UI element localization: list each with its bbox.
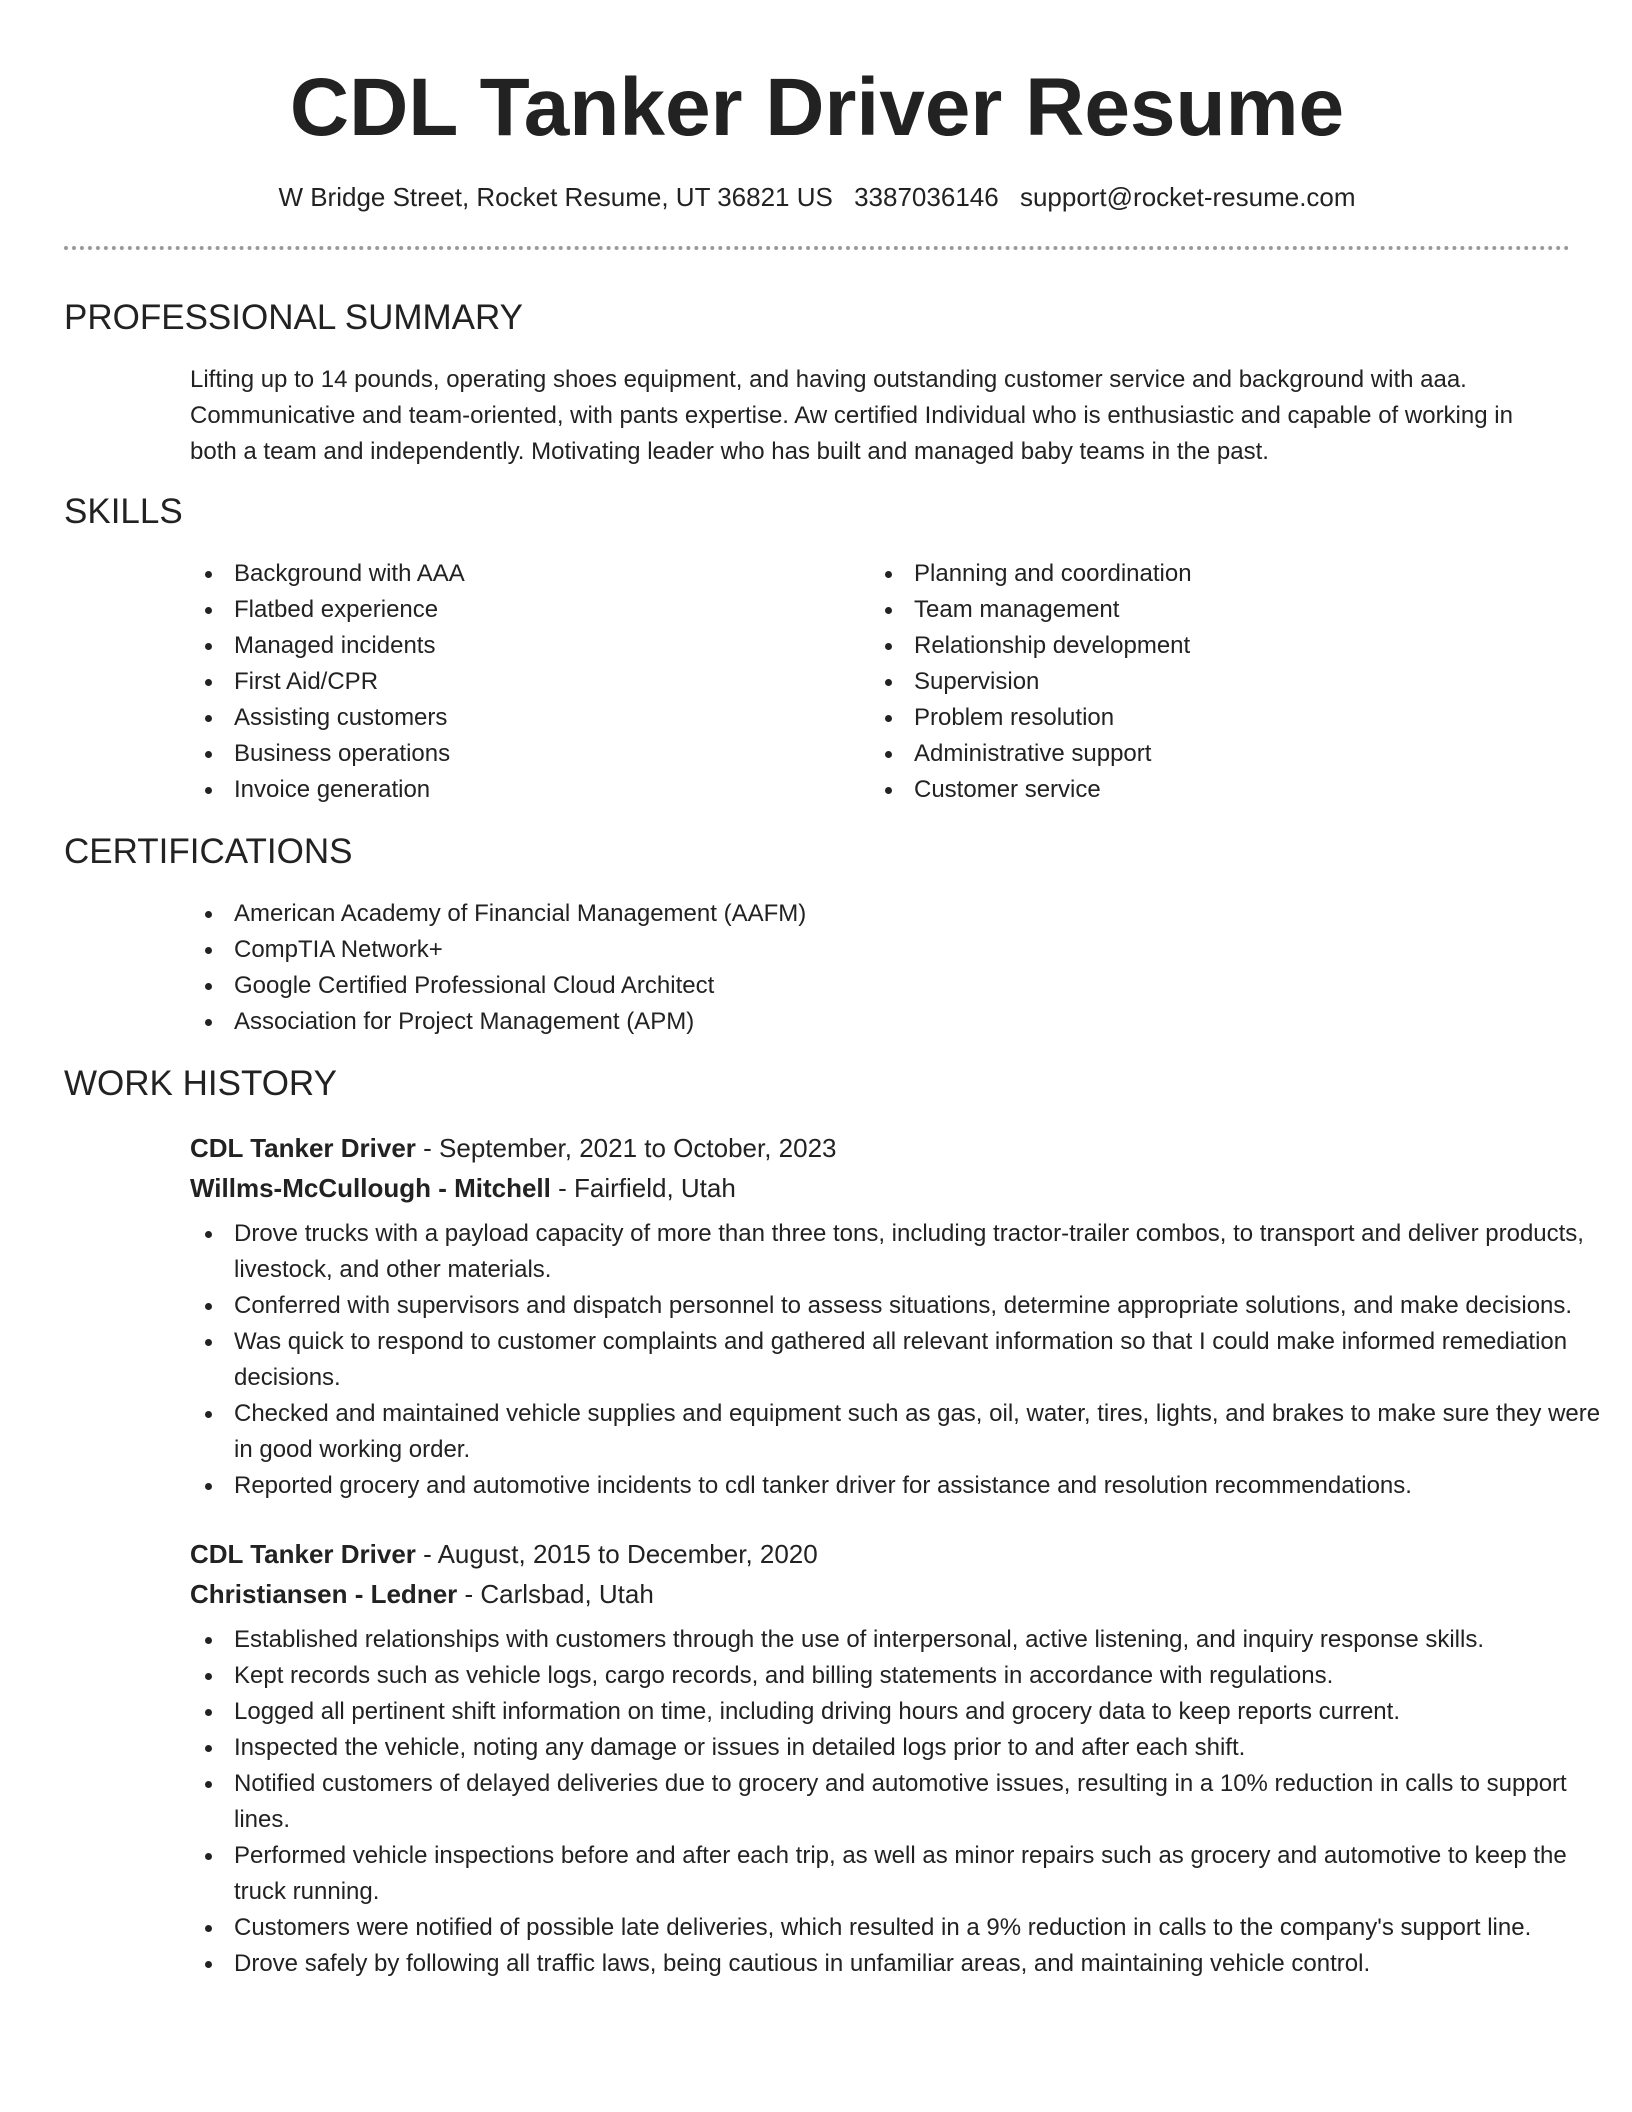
job-duty-item: Drove safely by following all traffic laws, being cautious in unfamiliar areas, and maintaining vehicle control. <box>190 1946 1620 1982</box>
certification-item: American Academy of Financial Management (AAFM) <box>190 896 1570 932</box>
job-dates: - August, 2015 to December, 2020 <box>415 1539 818 1569</box>
job-duty-item: Reported grocery and automotive incidents to cdl tanker driver for assistance and resolution recommendations. <box>190 1468 1620 1504</box>
skill-item: Problem resolution <box>870 700 1550 736</box>
job-duties-list <box>64 1622 1620 1982</box>
job-duty-item: Logged all pertinent shift information on time, including driving hours and grocery data to keep reports current. <box>190 1694 1620 1730</box>
section-heading-skills: SKILLS <box>64 492 183 531</box>
resume-title: CDL Tanker Driver Resume <box>289 62 1345 153</box>
skills-column-right <box>870 556 1550 808</box>
skill-item: First Aid/CPR <box>190 664 870 700</box>
skill-item: Team management <box>870 592 1550 628</box>
job-duty-item: Established relationships with customers through the use of interpersonal, active listening, and inquiry response skills. <box>190 1622 1620 1658</box>
section-heading-work-history: WORK HISTORY <box>64 1064 337 1103</box>
job-company-line <box>190 1168 1570 1208</box>
job-title: CDL Tanker Driver <box>190 1133 416 1163</box>
job-entry <box>190 1534 1570 1982</box>
skill-item: Relationship development <box>870 628 1550 664</box>
job-title-line <box>190 1128 1570 1168</box>
contact-phone: 3387036146 <box>854 182 999 212</box>
certification-item: Google Certified Professional Cloud Architect <box>190 968 1570 1004</box>
job-location: - Fairfield, Utah <box>550 1173 736 1203</box>
header-divider <box>64 246 1570 250</box>
job-duty-item: Customers were notified of possible late deliveries, which resulted in a 9% reduction in calls to the company's support line. <box>190 1910 1620 1946</box>
summary-text: Lifting up to 14 pounds, operating shoes equipment, and having outstanding customer service and background with aaa. Communicative and team-oriented, with pants expertise. Aw certified Individual who is enthusiastic and capable of working in both a team and independently. Motivating leader who has built and managed baby teams in the past. <box>190 366 1513 465</box>
job-title-line <box>190 1534 1570 1574</box>
job-company: Christiansen - Ledner <box>190 1579 458 1609</box>
job-title: CDL Tanker Driver <box>190 1539 416 1569</box>
skill-item: Invoice generation <box>190 772 870 808</box>
job-duties-list <box>64 1216 1620 1504</box>
job-duty-item: Was quick to respond to customer complaints and gathered all relevant information so that I could make informed remediation decisions. <box>190 1324 1620 1396</box>
skill-item: Assisting customers <box>190 700 870 736</box>
job-company: Willms-McCullough - Mitchell <box>190 1173 551 1203</box>
certifications-list <box>190 896 1570 1040</box>
job-company-line <box>190 1574 1570 1614</box>
skill-item: Business operations <box>190 736 870 772</box>
job-duty-item: Performed vehicle inspections before and after each trip, as well as minor repairs such as grocery and automotive to keep the truck running. <box>190 1838 1620 1910</box>
certification-item: Association for Project Management (APM) <box>190 1004 1570 1040</box>
resume-page <box>64 0 1601 1982</box>
skill-item: Customer service <box>870 772 1550 808</box>
skills-column-left <box>190 556 870 808</box>
job-entry <box>190 1128 1601 1504</box>
skill-item: Planning and coordination <box>870 556 1550 592</box>
job-dates: - September, 2021 to October, 2023 <box>415 1133 837 1163</box>
job-duty-item: Kept records such as vehicle logs, cargo records, and billing statements in accordance with regulations. <box>190 1658 1620 1694</box>
section-heading-summary: PROFESSIONAL SUMMARY <box>64 298 523 337</box>
skill-item: Background with AAA <box>190 556 870 592</box>
job-duty-item: Drove trucks with a payload capacity of more than three tons, including tractor-trailer combos, to transport and deliver products, livestock, and other materials. <box>190 1216 1620 1288</box>
skill-item: Administrative support <box>870 736 1550 772</box>
contact-address: W Bridge Street, Rocket Resume, UT 36821 US <box>278 182 833 212</box>
job-duty-item: Inspected the vehicle, noting any damage or issues in detailed logs prior to and after each shift. <box>190 1730 1620 1766</box>
job-location: - Carlsbad, Utah <box>457 1579 654 1609</box>
certification-item: CompTIA Network+ <box>190 932 1570 968</box>
skill-item: Flatbed experience <box>190 592 870 628</box>
section-heading-certifications: CERTIFICATIONS <box>64 832 353 871</box>
skill-item: Managed incidents <box>190 628 870 664</box>
contact-email: support@rocket-resume.com <box>1019 182 1356 212</box>
job-duty-item: Conferred with supervisors and dispatch personnel to assess situations, determine appropriate solutions, and make decisions. <box>190 1288 1620 1324</box>
contact-line <box>64 180 1570 214</box>
skills-list <box>190 556 1570 808</box>
job-duty-item: Notified customers of delayed deliveries due to grocery and automotive issues, resulting in a 10% reduction in calls to support lines. <box>190 1766 1620 1838</box>
skill-item: Supervision <box>870 664 1550 700</box>
job-duty-item: Checked and maintained vehicle supplies and equipment such as gas, oil, water, tires, lights, and brakes to make sure they were in good working order. <box>190 1396 1620 1468</box>
